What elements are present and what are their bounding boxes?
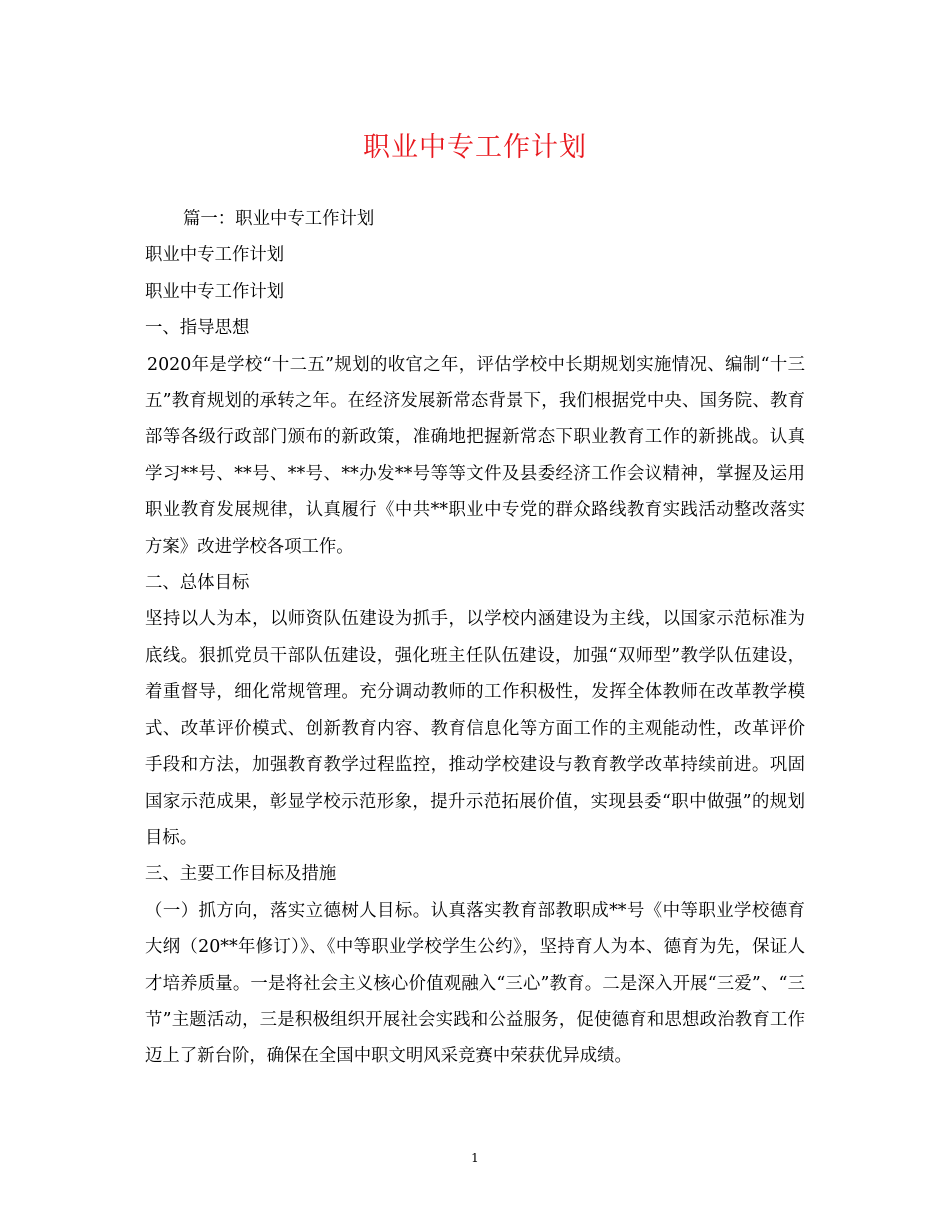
chapter-heading: 篇一：职业中专工作计划 xyxy=(183,209,375,229)
paragraph: （一）抓方向，落实立德树人目标。认真落实教育部教职成**号《中等职业学校德育大纲（20**年修订）》、《中等职业学校学生公约》，坚持育人为本、德育为先，保证人才培养质量。一是将社会主义核心价值观融入“三心”教育。二是深入开展“三爱”、“三节”主题活动，三是积极组织开展社会实践和公益服务，促使德育和思想政治教育工作迈上了新台阶，确保在全国中职文明风采竞赛中荣获优异成绩。 xyxy=(145,900,805,1067)
paragraph: 坚持以人为本，以师资队伍建设为抓手，以学校内涵建设为主线，以国家示范标准为底线。狠抓党员干部队伍建设，强化班主任队伍建设，加强“双师型”教学队伍建设，着重督导，细化常规管理。充分调动教师的工作积极性，发挥全体教师在改革教学模式、改革评价模式、创新教育内容、教育信息化等方面工作的主观能动性，改革评价手段和方法，加强教育教学过程监控，推动学校建设与教育教学改革持续前进。巩固国家示范成果，彰显学校示范形象，提升示范拓展价值，实现县委“职中做强”的规划目标。 xyxy=(145,609,805,848)
document-title: 职业中专工作计划 xyxy=(363,132,587,163)
document-body xyxy=(145,201,805,1075)
subtitle-line: 职业中专工作计划 xyxy=(145,281,285,302)
paragraph: 2020年是学校“十二五”规划的收官之年，评估学校中长期规划实施情况、编制“十三五”教育规划的承转之年。在经济发展新常态背景下，我们根据党中央、国务院、教育部等各级行政部门颁布的新政策，准确地把握新常态下职业教育工作的新挑战。认真学习**号、**号、**号、**办发**号等等文件及县委经济工作会议精神，掌握及运用职业教育发展规律，认真履行《中共**职业中专党的群众路线教育实践活动整改落实方案》改进学校各项工作。 xyxy=(145,354,805,557)
subtitle-line: 职业中专工作计划 xyxy=(145,245,285,266)
section-heading: 一、指导思想 xyxy=(145,318,250,339)
section-heading: 二、总体目标 xyxy=(145,573,250,594)
page-number: 1 xyxy=(471,1151,479,1165)
section-heading: 三、主要工作目标及措施 xyxy=(145,864,337,885)
